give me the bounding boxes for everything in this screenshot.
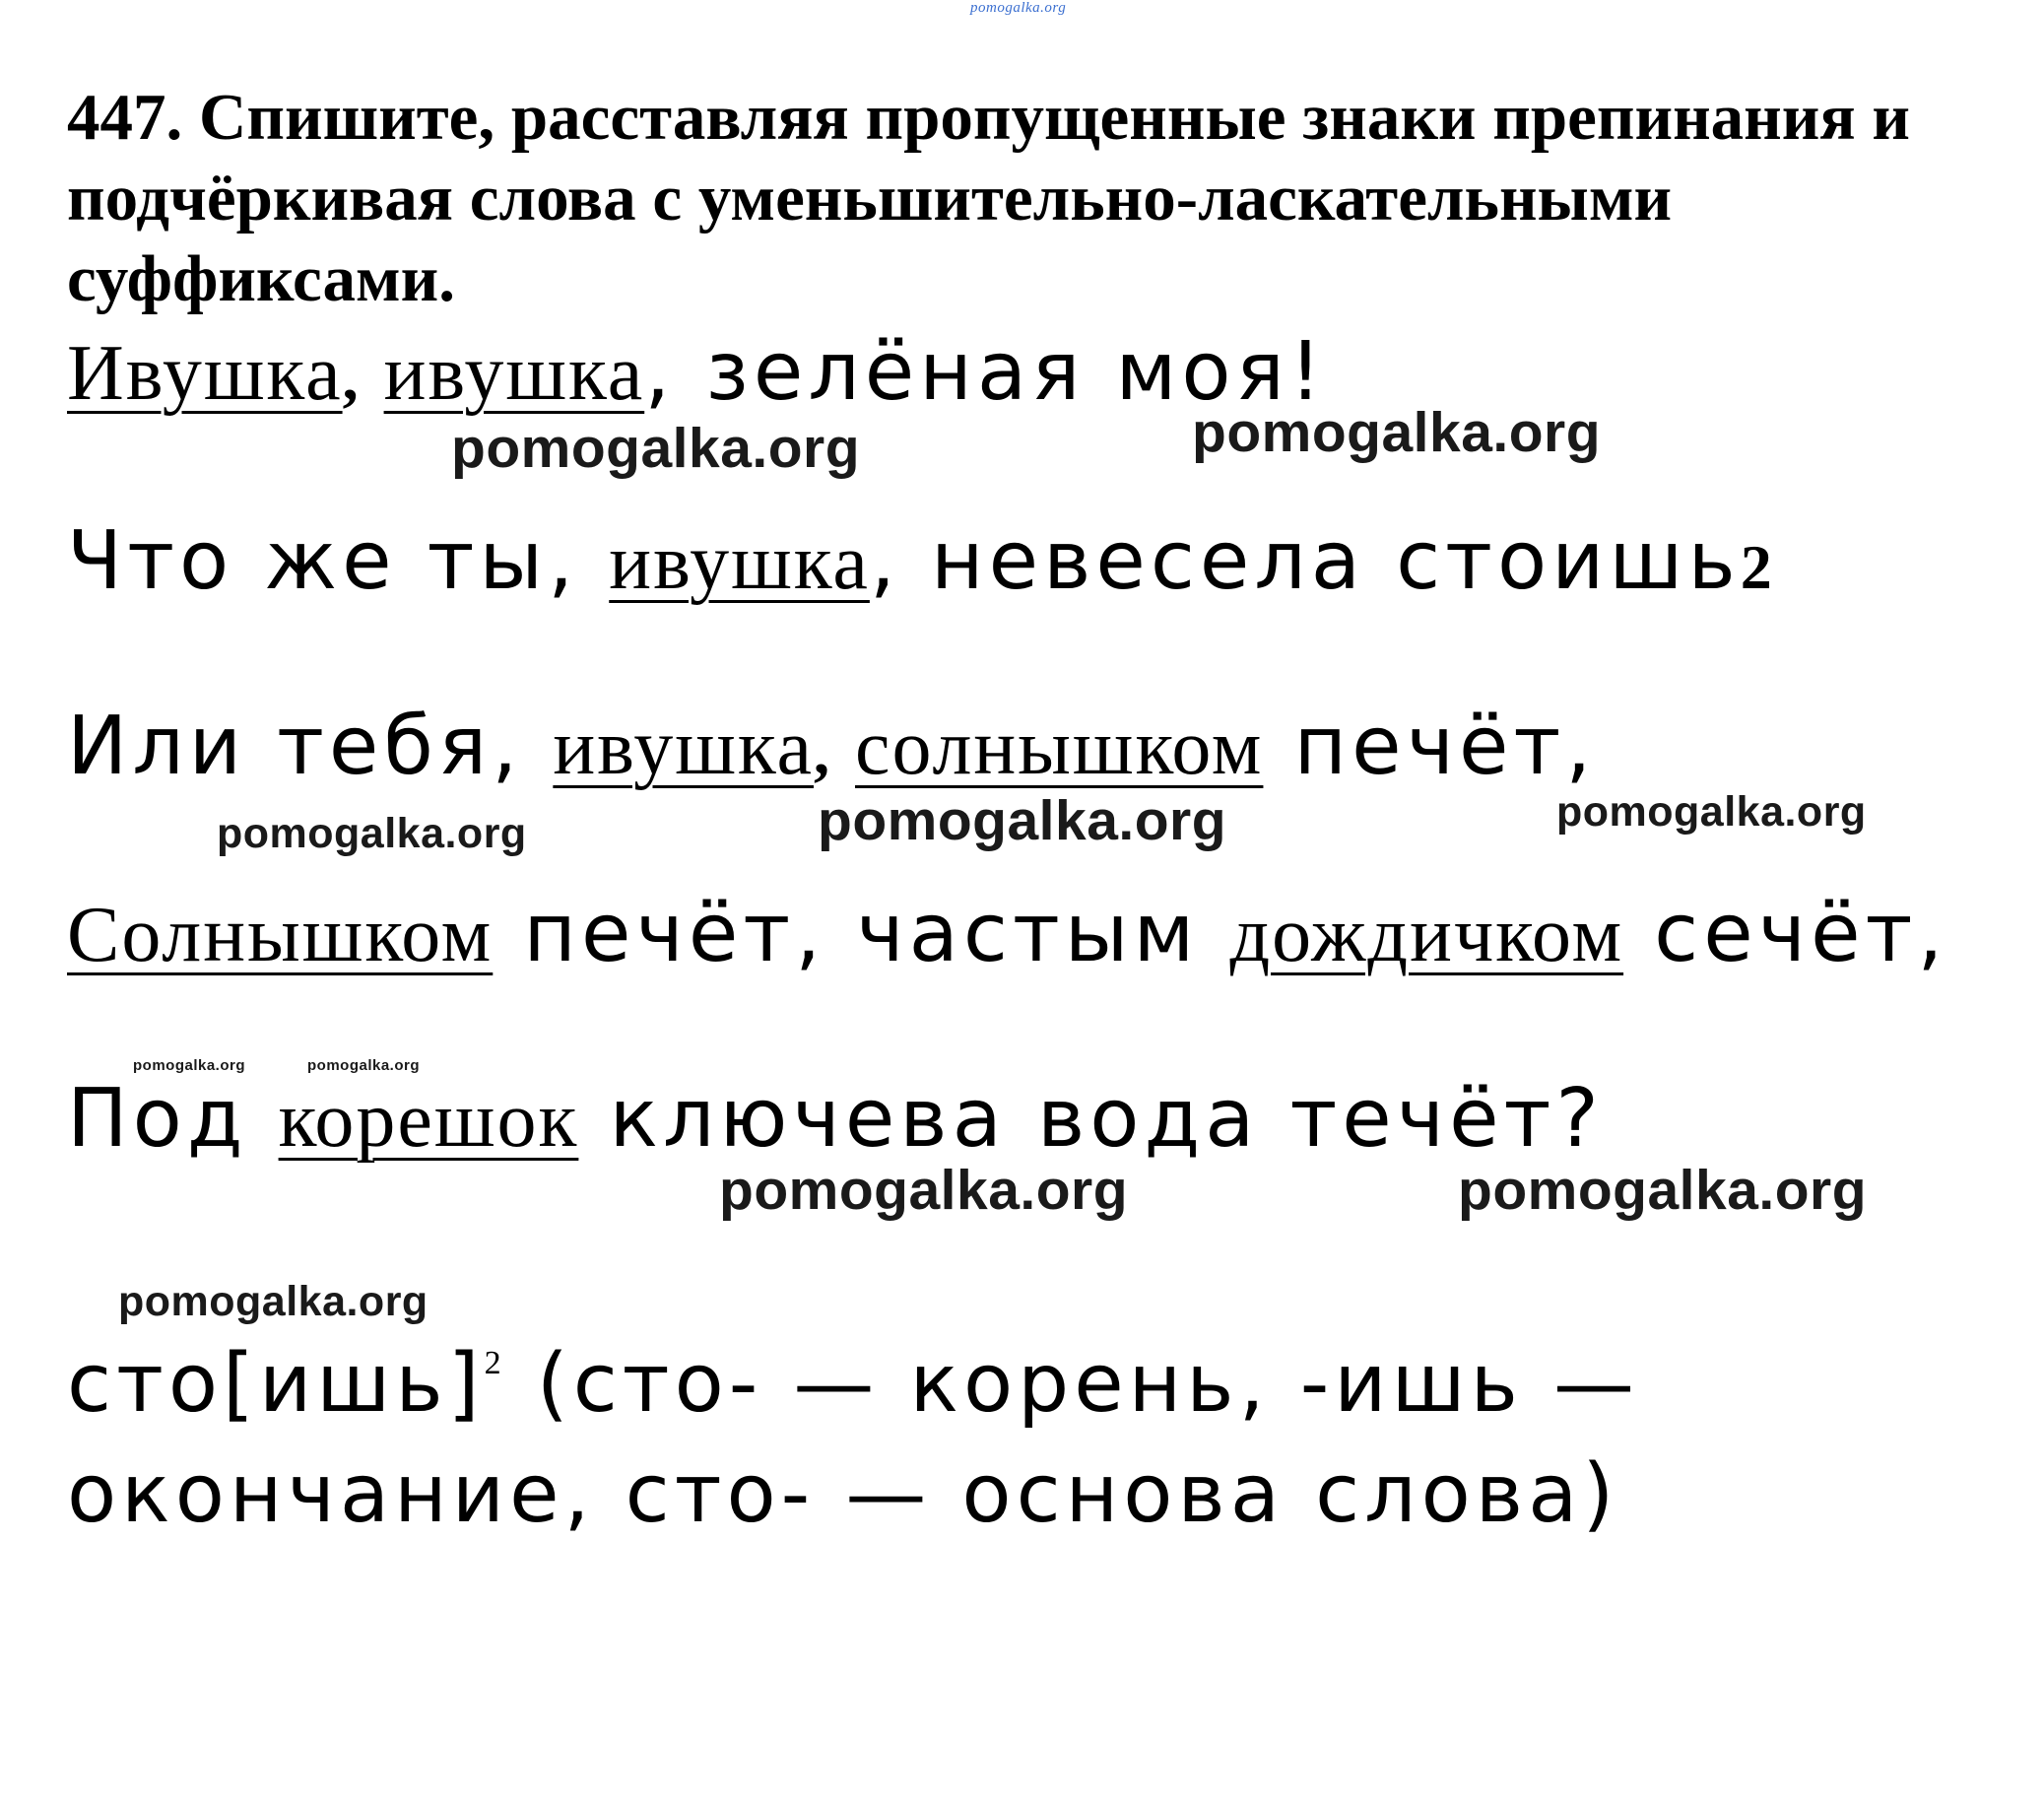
underlined-word: Солнышком [67,892,494,978]
watermark: pomogalka.org [217,810,527,857]
line-text: , зелёная моя! [644,325,1327,419]
poem-line-3 [67,700,1596,793]
line-text: Что же ты, [67,514,610,608]
poem-line-1 [67,325,1327,419]
line-text: сечёт, [1623,887,1948,980]
underlined-word: ивушка [609,519,870,606]
note-text: (сто- — корень, -ишь — окончание, сто- — основа слова) [67,1337,1640,1541]
underlined-word: солнышком [854,704,1264,791]
watermark: pomogalka.org [1458,1159,1868,1222]
line-text: печёт, [1263,700,1597,793]
line-text: ключева вода течёт? [578,1072,1604,1166]
watermark: pomogalka.org [451,417,861,480]
underlined-word: ивушка [383,330,645,417]
poem-line-2 [67,514,1777,608]
watermark: pomogalka.org [118,1278,429,1325]
watermark-top: pomogalka.org [970,0,1067,16]
poem-line-5 [67,1072,1604,1166]
underlined-word: корешок [278,1077,579,1164]
footnote-mark: 2 [484,1345,506,1381]
line-text: , невесела стоишь [869,514,1741,608]
watermark: pomogalka.org [818,789,1227,852]
watermark: pomogalka.org [1192,401,1602,464]
punctuation: , [813,717,855,787]
line-text: печёт, частым [493,887,1230,980]
note-word: сто[ишь] [67,1337,485,1431]
footnote-mark: 2 [1740,532,1777,602]
watermark: pomogalka.org [133,1057,246,1074]
underlined-word: Ивушка [67,330,343,417]
underlined-word: дождичком [1229,892,1624,978]
watermark: pomogalka.org [1556,788,1867,836]
watermark: pomogalka.org [307,1057,421,1074]
line-text: Или тебя, [67,700,554,793]
watermark: pomogalka.org [719,1159,1129,1222]
underlined-word: ивушка [553,704,814,791]
morpheme-note [67,1308,1998,1550]
task-statement: 447. Спишите, расставляя пропущенные знаки препинания и подчёркивая слова с уменьшительно-ласкательными суффиксами. [67,81,1910,315]
line-text: Под [67,1072,279,1166]
poem-line-4 [67,887,1947,980]
punctuation: , [342,343,384,413]
